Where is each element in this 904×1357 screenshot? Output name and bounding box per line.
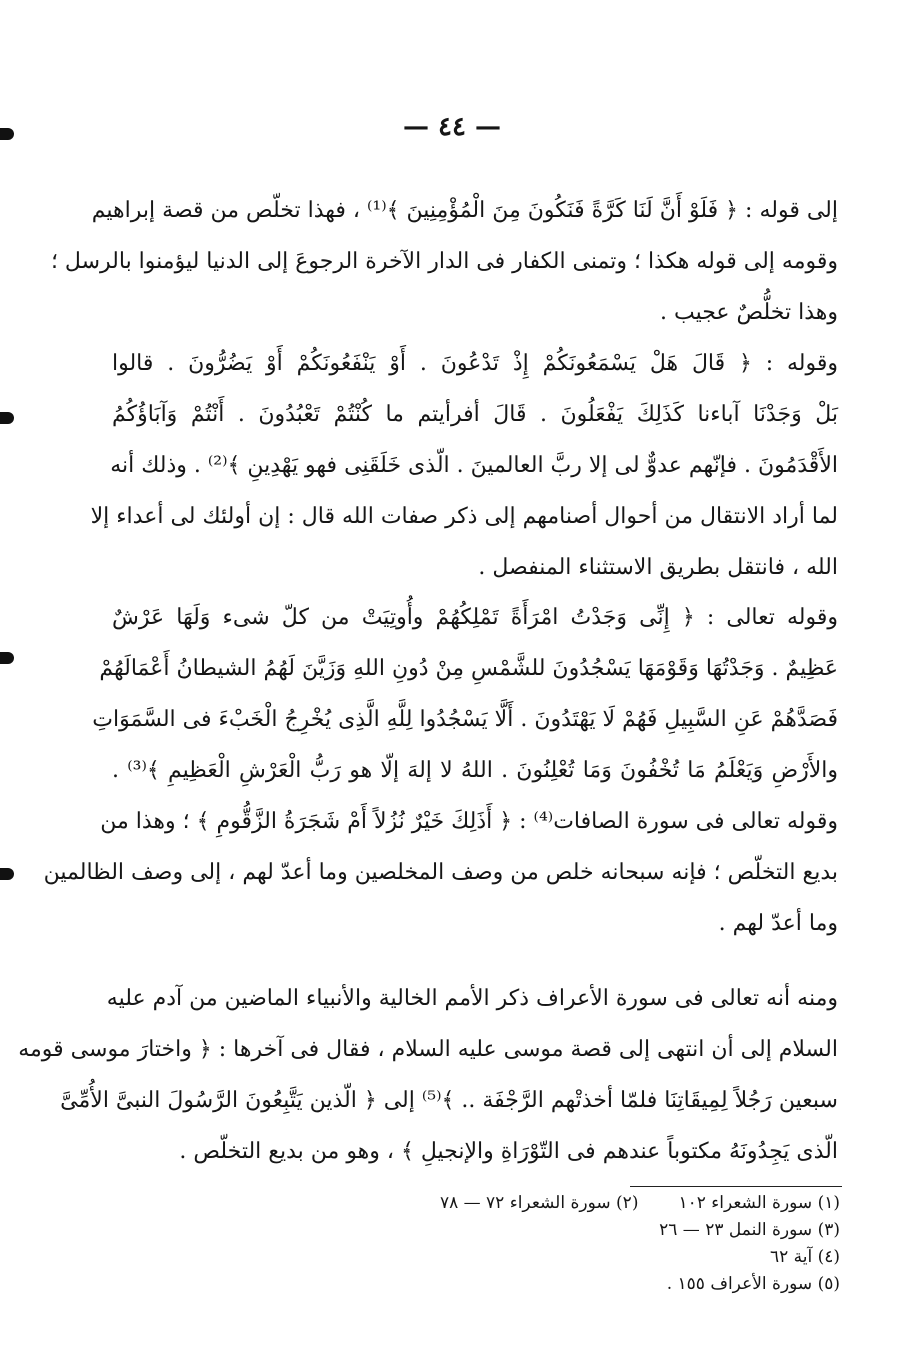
footnote-row <box>340 1271 840 1298</box>
footnote-row <box>340 1244 840 1271</box>
text-line: والأَرْضِ وَيَعْلَمُ مَا تُخْفُونَ وَمَا تُعْلِنُونَ . اللهُ لا إلهَ إلّا هو رَبُّ الْعَرْشِ الْعَظِيمِ ﴾⁽³⁾ . <box>112 758 839 783</box>
text-line: السلام إلى أن انتهى إلى قصة موسى عليه السلام ، فقال فى آخرها : ﴿ واختارَ موسى قومه <box>18 1037 838 1062</box>
text-line: وقومه إلى قوله هكذا ؛ وتمنى الكفار فى الدار الآخرة الرجوعَ إلى الدنيا ليؤمنوا بالرسل ؛ <box>50 249 838 274</box>
footnote: (٣) سورة النمل ٢٣ — ٢٦ <box>659 1220 840 1240</box>
footnote-row <box>340 1190 840 1217</box>
footnote: (٥) سورة الأعراف ١٥٥ . <box>666 1274 840 1294</box>
text-line: وقوله تعالى فى سورة الصافات⁽⁴⁾ : ﴿ أَذَلِكَ خَيْرٌ نُزُلاً أَمْ شَجَرَةُ الزَّقُّومِ ﴾ ؛ وهذا من <box>100 809 838 834</box>
paragraph <box>50 185 838 338</box>
text-line: وقوله تعالى : ﴿ إِنِّى وَجَدْتُ امْرَأَةً تَمْلِكُهُمْ وأُوتِيَتْ من كلّ شىء وَلَهَا عَرْشٌ <box>112 605 838 630</box>
text-line: الّذى يَجِدُونَهُ مكتوباً عندهم فى التّوْرَاةِ والإنجيلِ ﴾ ، وهو من بديع التخلّص . <box>179 1139 838 1164</box>
page-number: — ٤٤ — <box>402 112 502 142</box>
text-line: الله ، فانتقل بطريق الاستثناء المنفصل . <box>478 555 838 580</box>
paragraph <box>43 592 839 949</box>
text-line: عَظِيمٌ . وَجَدْتُهَا وَقَوْمَهَا يَسْجُدُونَ للشَّمْسِ مِنْ دُونِ اللهِ وَزَيَّنَ لَهُمُ الشيطانُ أَعْمَالَهُمْ <box>99 656 838 681</box>
text-line: فَصَدَّهُمْ عَنِ السَّبِيلِ فَهُمْ لَا يَهْتَدُونَ . أَلَّا يَسْجُدُوا لِلَّهِ الَّذِى يُخْرِجُ الْخَبْءَ فى السَّمَوَاتِ <box>92 707 838 732</box>
text-line: وما أعدّ لهم . <box>718 911 838 936</box>
footnote: (١) سورة الشعراء ١٠٢ <box>678 1193 840 1213</box>
footnote: (٢) سورة الشعراء ٧٢ — ٧٨ <box>439 1193 639 1213</box>
text-line: الأَقْدَمُونَ . فإنّهم عدوٌّ لى إلا ربَّ العالمينَ . الّذى خَلَقَنِى فهو يَهْدِينِ ﴾⁽²⁾ . وذلك أنه <box>110 453 838 478</box>
text-line: ومنه أنه تعالى فى سورة الأعراف ذكر الأمم الخالية والأنبياء الماضين من آدم عليه <box>106 986 838 1011</box>
margin-mark <box>0 412 14 424</box>
text-line: سبعين رَجُلاً لِمِيقَاتِنَا فلمّا أخذتْهم الرَّجْفَة .. ﴾⁽⁵⁾ إلى ﴿ الّذين يَتَّبِعُونَ الرَّسُولَ النبىَّ الأُمِّىَّ <box>60 1088 838 1113</box>
text-line: وقوله : ﴿ قَالَ هَلْ يَسْمَعُونَكُمْ إِذْ تَدْعُونَ . أَوْ يَنْفَعُونَكُمْ أَوْ يَضُرُّونَ . قالوا <box>112 351 838 376</box>
text-line: وهذا تخلُّصٌ عجيب . <box>660 300 838 325</box>
text-line: بَلْ وَجَدْنَا آباءنا كَذَلِكَ يَفْعَلُونَ . قَالَ أفرأيتم ما كُنْتُمْ تَعْبُدُونَ . أَنْتُمْ وَآبَاؤُكُمُ <box>112 402 838 427</box>
margin-mark <box>0 652 14 664</box>
footnote: (٤) آية ٦٢ <box>769 1247 840 1267</box>
footnote-row <box>340 1217 840 1244</box>
margin-mark <box>0 868 14 880</box>
paragraph <box>18 973 838 1177</box>
text-line: إلى قوله : ﴿ فَلَوْ أَنَّ لَنَا كَرَّةً فَنَكُونَ مِنَ الْمُؤْمِنِينَ ﴾⁽¹⁾ ، فهذا تخلّص من قصة إبراهيم <box>91 198 838 223</box>
text-line: لما أراد الانتقال من أحوال أصنامهم إلى ذكر صفات الله قال : إن أولئك لى أعداء إلا <box>90 504 838 529</box>
text-line: بديع التخلّص ؛ فإنه سبحانه خلص من وصف المخلصين وما أعدّ لهم ، إلى وصف الظالمين <box>43 860 838 885</box>
footnotes <box>340 1190 840 1298</box>
footnote-divider <box>630 1186 842 1187</box>
paragraph <box>90 338 838 593</box>
